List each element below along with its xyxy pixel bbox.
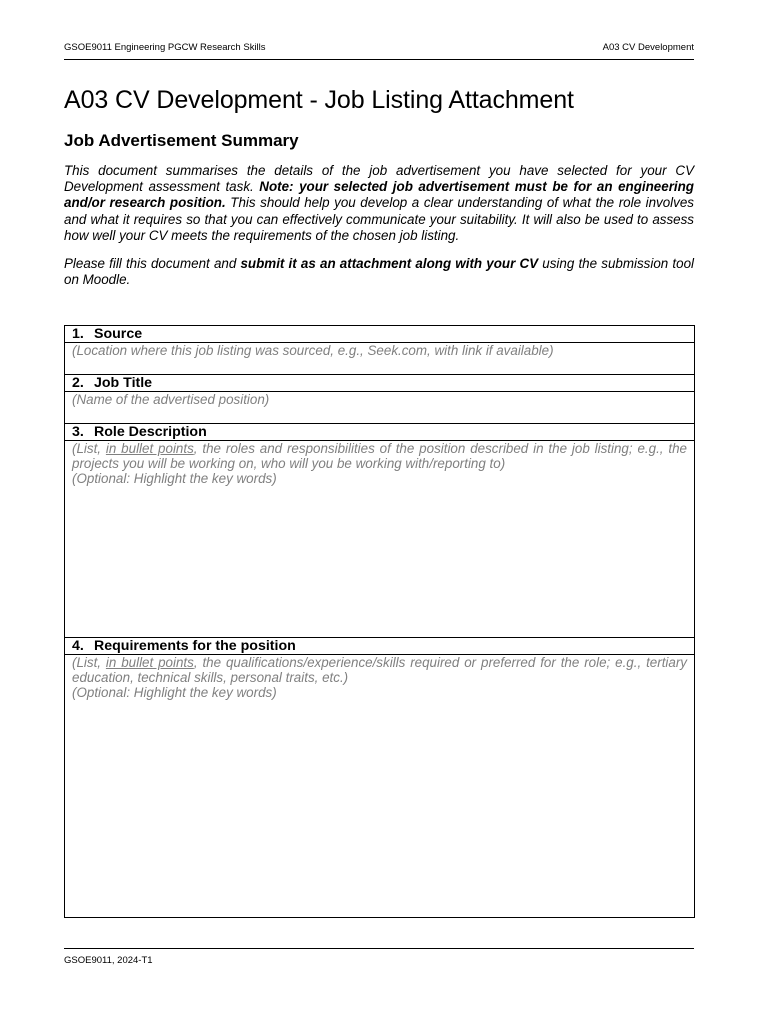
section-requirements-input-row xyxy=(65,655,695,918)
instruction-text-1: Please fill this document and xyxy=(64,256,241,271)
intro-text-2: This should help you develop a clear understanding of what the role involves and what it requires so that you can effectively communicate your suitability. It will also be used to assess how well your CV meets the requirements of the chosen job listing. xyxy=(64,195,694,243)
role-description-field[interactable]: (List, in bullet points, the roles and responsibilities of the position described in the job listing; e.g., the projects you will be working on, who will you be working with/reporting to) (Optional: Highlight the key words) xyxy=(65,441,695,638)
section-source-header-row xyxy=(65,326,695,343)
section-job-title-input-row xyxy=(65,392,695,424)
section-subtitle: Job Advertisement Summary xyxy=(64,131,299,150)
section-job-title-heading: 2. Job Title xyxy=(65,375,695,392)
section-role-description-header-row xyxy=(65,424,695,441)
intro-text-1: This document summarises the details of the job advertisement you have selected for your CV Development assessment task. xyxy=(64,163,694,195)
header-course: GSOE9011 Engineering PGCW Research Skills xyxy=(64,42,266,53)
instruction-paragraph xyxy=(64,256,694,288)
requirements-field[interactable]: (List, in bullet points, the qualifications/experience/skills required or preferred for the role; e.g., tertiary education, technical skills, personal traits, etc.) (Optional: Highlight the key words) xyxy=(65,655,695,918)
document-title: A03 CV Development - Job Listing Attachment xyxy=(64,86,574,114)
section-requirements-header-row xyxy=(65,638,695,655)
section-role-description-heading: 3. Role Description xyxy=(65,424,695,441)
section-source-input-row xyxy=(65,343,695,375)
section-role-description-input-row xyxy=(65,441,695,638)
header-assignment: A03 CV Development xyxy=(602,42,694,53)
job-title-field[interactable]: (Name of the advertised position) xyxy=(65,392,695,424)
instruction-emphasis: submit it as an attachment along with your CV xyxy=(240,256,539,271)
job-summary-form xyxy=(64,325,695,918)
page-footer: GSOE9011, 2024-T1 xyxy=(64,948,694,966)
page-header xyxy=(64,42,694,60)
intro-note: Note: your selected job advertisement must be for an engineering and/or research position. xyxy=(64,179,694,211)
instruction-text-2: using the submission tool on Moodle. xyxy=(64,256,695,288)
source-field[interactable]: (Location where this job listing was sourced, e.g., Seek.com, with link if available) xyxy=(65,343,695,375)
section-source-heading: 1. Source xyxy=(65,326,695,343)
section-requirements-heading: 4. Requirements for the position xyxy=(65,638,695,655)
section-job-title-header-row xyxy=(65,375,695,392)
intro-paragraph xyxy=(64,163,694,244)
